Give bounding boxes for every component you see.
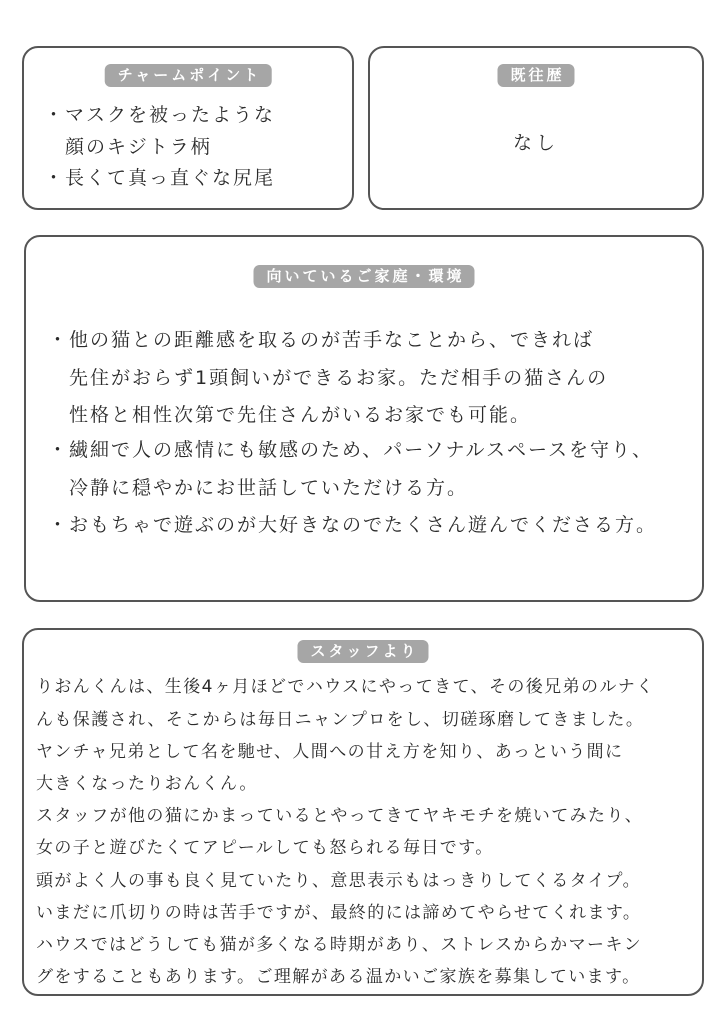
staff-message-panel [22,628,704,996]
charm-point-panel [22,46,354,210]
home-line: 冷静に穏やかにお世話していただける方。 [48,477,469,499]
suitable-home-panel [24,235,704,602]
staff-message-title: スタッフより [297,640,428,663]
staff-line: ヤンチャ兄弟として名を馳せ、人間への甘え方を知り、あっという間に [36,742,624,762]
charm-line: ・マスクを被ったような [44,104,276,126]
staff-line: 大きくなったりおんくん。 [36,774,258,794]
home-line: ・おもちゃで遊ぶのが大好きなのでたくさん遊んでくださる方。 [48,514,658,536]
charm-point-title: チャームポイント [105,64,272,87]
staff-line: 頭がよく人の事も良く見ていたり、意思表示もはっきりしてくるタイプ。 [36,871,641,891]
medical-history-value: なし [512,132,559,154]
staff-line: いまだに爪切りの時は苦手ですが、最終的には諦めてやらせてくれます。 [36,903,642,923]
staff-line: グをすることもあります。ご理解がある温かいご家族を募集しています。 [36,967,641,987]
suitable-home-title: 向いているご家庭・環境 [253,265,474,288]
staff-line: スタッフが他の猫にかまっているとやってきてヤキモチを焼いてみたり、 [36,806,644,826]
staff-line: ハウスではどうしても猫が多くなる時期があり、ストレスからかマーキン [36,935,643,955]
staff-line: りおんくんは、生後4ヶ月ほどでハウスにやってきて、その後兄弟のルナく [36,677,655,697]
home-line: 性格と相性次第で先住さんがいるお家でも可能。 [48,404,532,426]
charm-line: 顔のキジトラ柄 [44,136,212,158]
staff-line: んも保護され、そこからは毎日ニャンプロをし、切磋琢磨してきました。 [36,710,645,730]
charm-line: ・長くて真っ直ぐな尻尾 [44,167,276,189]
medical-history-panel [368,46,704,210]
medical-history-title: 既往歴 [497,64,574,87]
home-line: 先住がおらず1頭飼いができるお家。ただ相手の猫さんの [48,367,609,389]
staff-line: 女の子と遊びたくてアピールしても怒られる毎日です。 [36,838,494,858]
home-line: ・他の猫との距離感を取るのが苦手なことから、できれば [48,329,595,351]
home-line: ・繊細で人の感情にも敏感のため、パーソナルスペースを守り、 [48,439,654,461]
